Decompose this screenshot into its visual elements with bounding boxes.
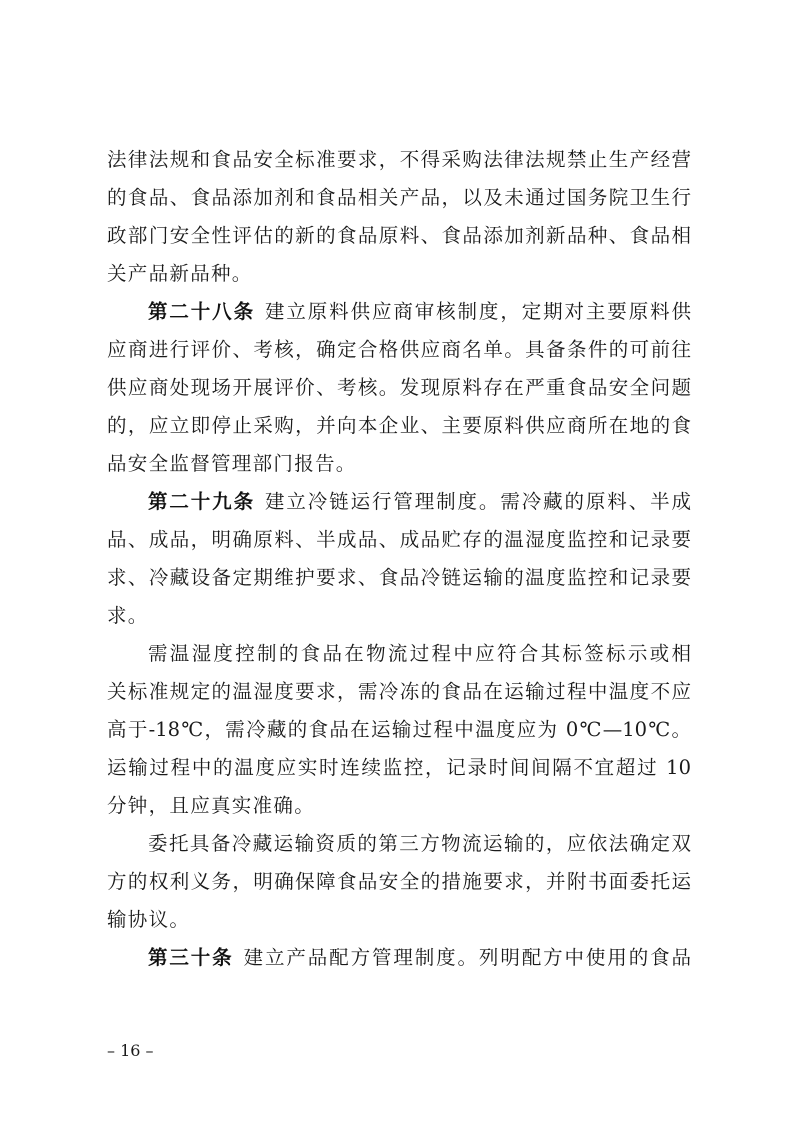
text-line: 运输过程中的温度应实时连续监控，记录时间间隔不宜超过 10 <box>107 756 691 779</box>
text-line: 供应商处现场开展评价、考核。发现原料存在严重食品安全问题 <box>107 376 691 399</box>
article-heading: 第二十八条 <box>148 300 255 323</box>
text-line: 求。 <box>107 604 149 627</box>
text-line: 的食品、食品添加剂和食品相关产品，以及未通过国务院卫生行 <box>107 186 691 209</box>
article-text: 建立产品配方管理制度。列明配方中使用的食品 <box>243 946 691 969</box>
text-line: 方的权利义务，明确保障食品安全的措施要求，并附书面委托运 <box>107 870 691 893</box>
text-line: 关产品新品种。 <box>107 262 253 285</box>
text-line: 政部门安全性评估的新的食品原料、食品添加剂新品种、食品相 <box>107 224 691 247</box>
article-heading: 第二十九条 <box>148 490 255 513</box>
article-29-first-line <box>107 483 691 521</box>
article-text: 建立冷链运行管理制度。需冷藏的原料、半成 <box>264 490 691 513</box>
text-line: 应商进行评价、考核，确定合格供应商名单。具备条件的可前往 <box>107 338 691 361</box>
article-28-first-line <box>107 293 691 331</box>
text-line: 法律法规和食品安全标准要求，不得采购法律法规禁止生产经营 <box>107 148 691 171</box>
article-text: 建立原料供应商审核制度，定期对主要原料供 <box>264 300 691 323</box>
text-line: 品安全监督管理部门报告。 <box>107 452 357 475</box>
text-line: 委托具备冷藏运输资质的第三方物流运输的，应依法确定双 <box>148 832 691 855</box>
page-number: – 16 – <box>107 1041 154 1060</box>
text-line: 关标准规定的温湿度要求，需冷冻的食品在运输过程中温度不应 <box>107 680 691 703</box>
text-line: 求、冷藏设备定期维护要求、食品冷链运输的温度监控和记录要 <box>107 566 691 589</box>
text-line: 品、成品，明确原料、半成品、成品贮存的温湿度监控和记录要 <box>107 528 691 551</box>
article-heading: 第三十条 <box>148 946 234 969</box>
text-line: 的，应立即停止采购，并向本企业、主要原料供应商所在地的食 <box>107 414 691 437</box>
text-line: 高于-18℃，需冷藏的食品在运输过程中温度应为 0℃—10℃。 <box>107 718 691 741</box>
text-line: 需温湿度控制的食品在物流过程中应符合其标签标示或相 <box>148 642 691 665</box>
text-line: 输协议。 <box>107 908 191 931</box>
text-line: 分钟，且应真实准确。 <box>107 794 316 817</box>
document-body <box>107 141 691 977</box>
article-30-first-line <box>107 939 691 977</box>
